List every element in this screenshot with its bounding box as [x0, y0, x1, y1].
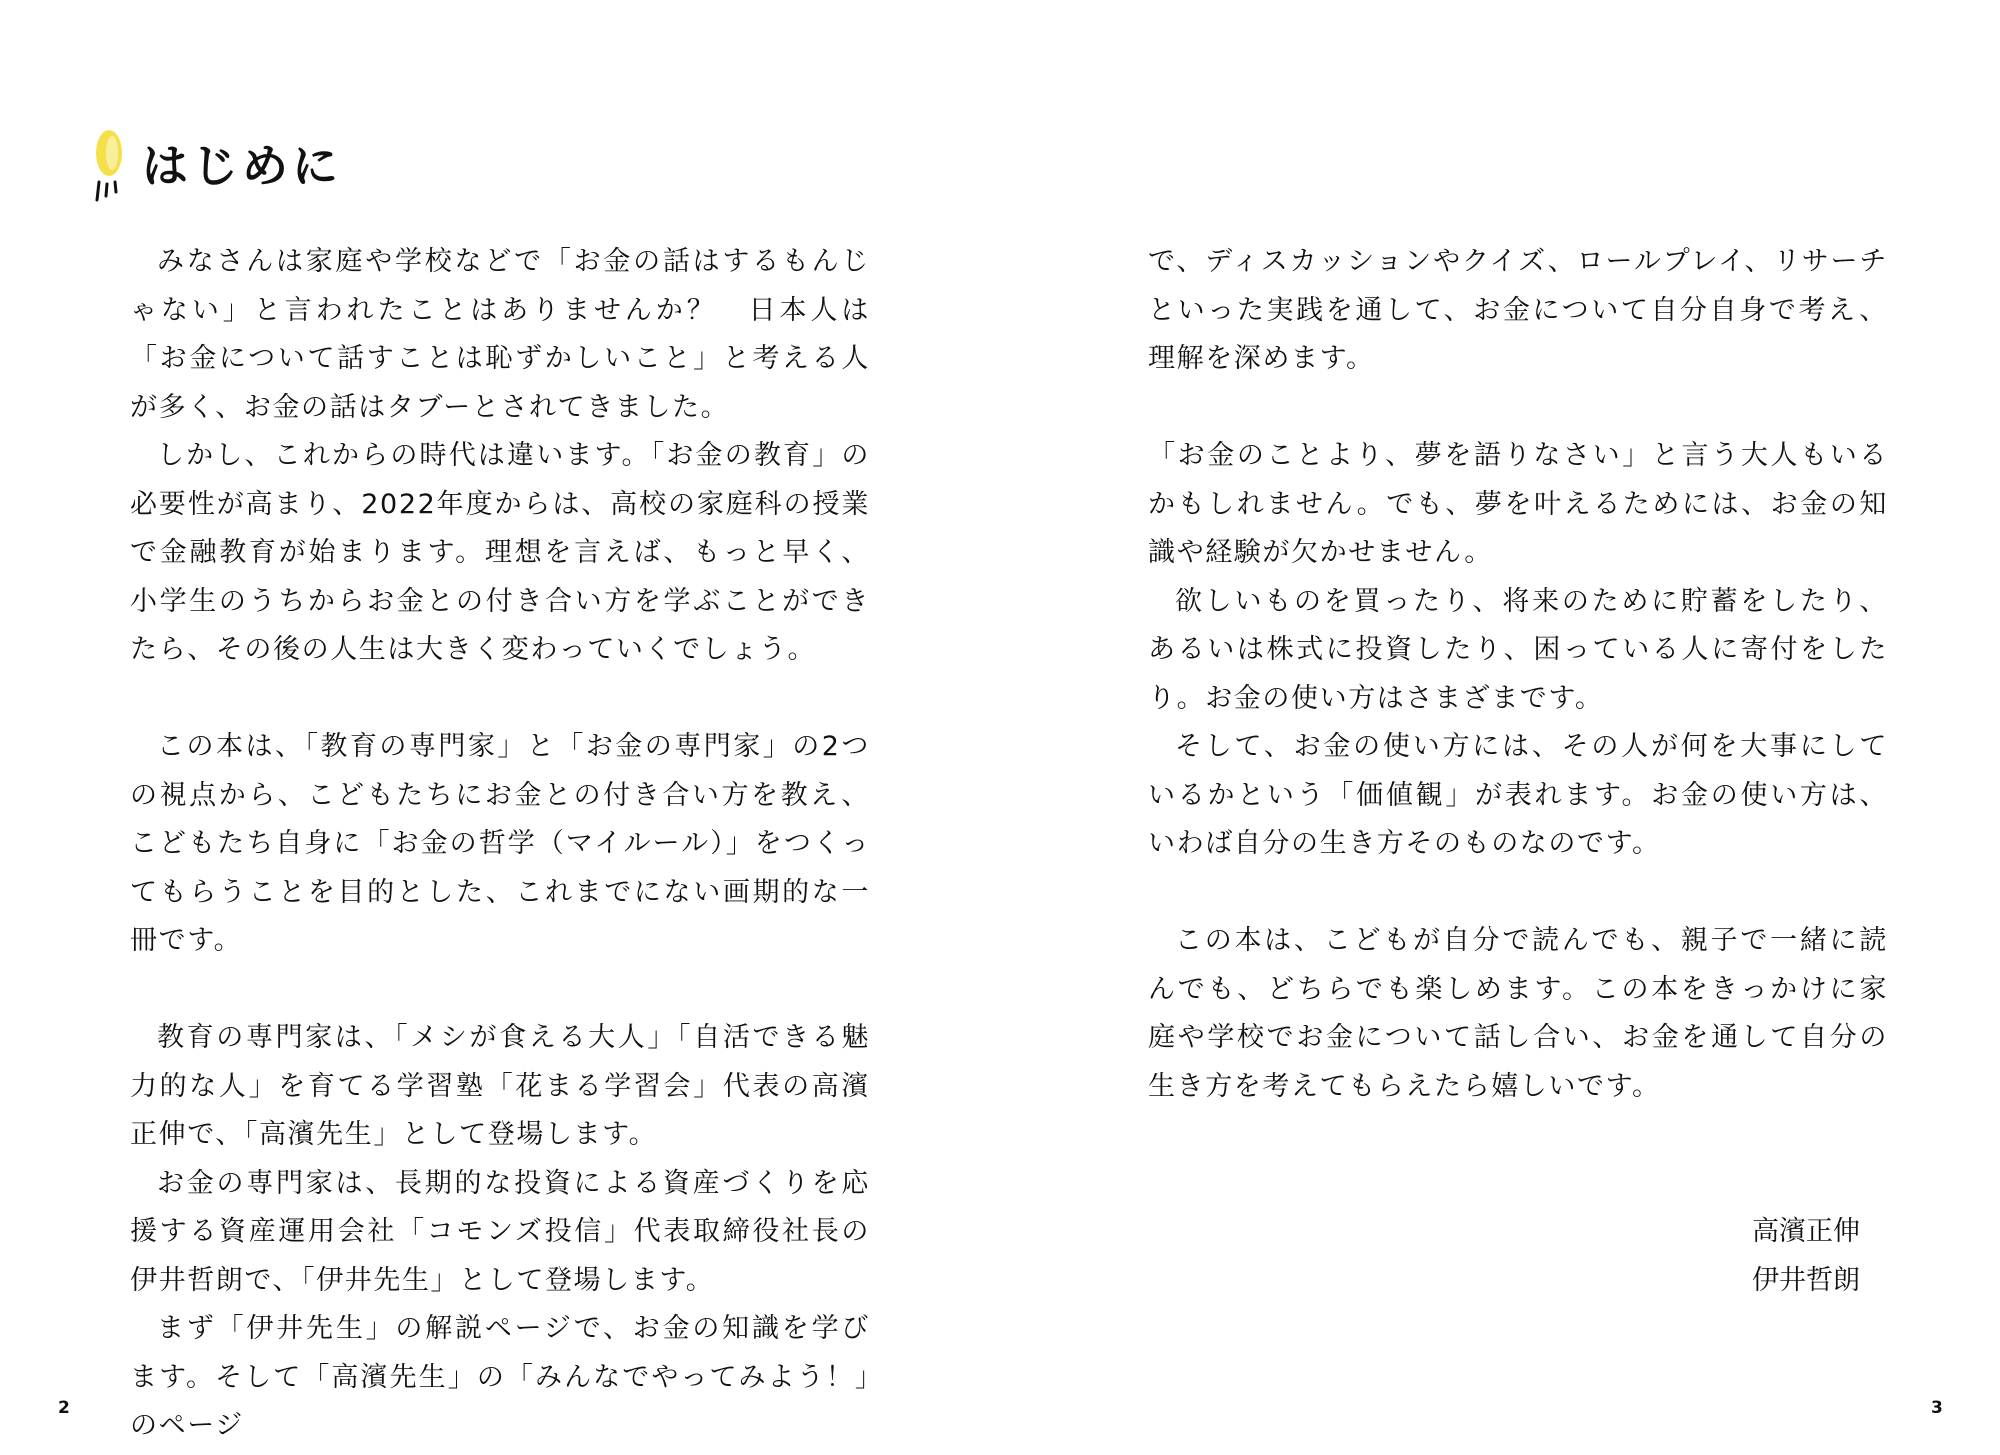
author-name: 伊井哲朗: [1752, 1264, 1860, 1296]
paragraph: お金の専門家は、長期的な投資による資産づくりを応援する資産運用会社「コモンズ投信」代表取締役社長の伊井哲朗で、「伊井先生」として登場します。: [130, 1167, 870, 1296]
paragraph: みなさんは家庭や学校などで「お金の話はするもんじゃない」と言われたことはありませんか？ 日本人は「お金について話すことは恥ずかしいこと」と考える人が多く、お金の話はタブーとされてきました。: [130, 246, 870, 423]
paragraph: まず「伊井先生」の解説ページで、お金の知識を学びます。そして「高濱先生」の「みんなでやってみよう！」のページ: [130, 1313, 870, 1441]
paragraph-gap: [1148, 869, 1888, 918]
paragraph-gap: [130, 966, 870, 1015]
left-column-text: [130, 238, 870, 1451]
paragraph: この本は、「教育の専門家」と「お金の専門家」の2つの視点から、こどもたちにお金との付き合い方を教え、こどもたち自身に「お金の哲学（マイルール）」をつくってもらうことを目的とした、これまでにない画期的な一冊です。: [130, 731, 870, 956]
author-signatures: [1700, 1208, 1860, 1305]
author-name: 高濱正伸: [1752, 1216, 1860, 1247]
paragraph: この本は、こどもが自分で読んでも、親子で一緒に読んでも、どちらでも楽しめます。この本をきっかけに家庭や学校でお金について話し合い、お金を通して自分の生き方を考えてもらえたら嬉しいです。: [1148, 925, 1888, 1102]
paragraph-gap: [130, 675, 870, 724]
paragraph: しかし、これからの時代は違います。「お金の教育」の必要性が高まり、2022年度からは、高校の家庭科の授業で金融教育が始まります。理想を言えば、もっと早く、小学生のうちからお金との付き合い方を学ぶことができたら、その後の人生は大きく変わっていくでしょう。: [130, 440, 870, 665]
right-column-text: [1148, 238, 1888, 1111]
paragraph: 教育の専門家は、「メシが食える大人」「自活できる魅力的な人」を育てる学習塾「花まる学習会」代表の高濱正伸で、「高濱先生」として登場します。: [130, 1022, 870, 1150]
paragraph: 「お金のことより、夢を語りなさい」と言う大人もいるかもしれません。でも、夢を叶えるためには、お金の知識や経験が欠かせません。: [1148, 440, 1888, 568]
coin-icon: [86, 126, 132, 206]
page-number-left: 2: [58, 1398, 70, 1418]
page-title: はじめに: [142, 139, 342, 193]
page-number-right: 3: [1931, 1398, 1943, 1418]
paragraph: そして、お金の使い方には、その人が何を大事にしているかという「価値観」が表れます。お金の使い方は、いわば自分の生き方そのものなのです。: [1148, 731, 1888, 859]
paragraph: で、ディスカッションやクイズ、ロールプレイ、リサーチといった実践を通して、お金について自分自身で考え、理解を深めます。: [1148, 246, 1888, 374]
paragraph-gap: [1148, 384, 1888, 433]
section-heading: [86, 126, 342, 206]
paragraph: 欲しいものを買ったり、将来のために貯蓄をしたり、あるいは株式に投資したり、困っている人に寄付をしたり。お金の使い方はさまざまです。: [1148, 585, 1888, 714]
